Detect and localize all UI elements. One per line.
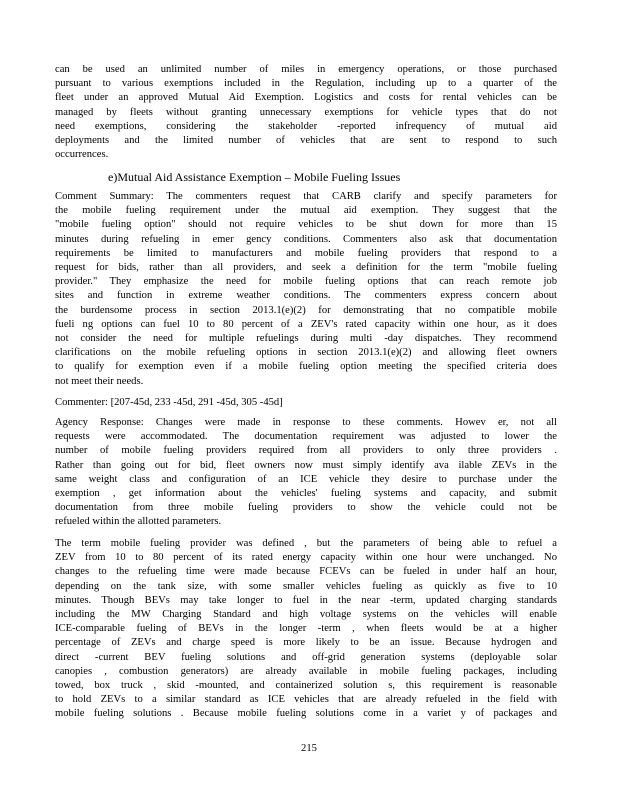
text-line: pursuant to various exemptions included in the Regulation, including up to a quarter of the [55,78,557,90]
text-line: sites and function in extreme weather conditions. The commenters express concern about [55,290,557,302]
text-line: fueli ng options can fuel 10 to 80 percent of a ZEV's rated capacity within one hour, as it does [55,318,557,330]
text-line: exemption , get information about the vehicles' fueling systems and capacity, and submit [55,488,557,500]
text-line: Agency Response: Changes were made in response to these comments. Howev er, not all [55,417,557,428]
term-paragraph [55,537,557,722]
text-line: provider." They emphasize the need for mobile fueling options that can reach remote job [55,276,557,288]
intro-paragraph [55,63,557,162]
text-line: requirements be limited to manufacturers and mobile fueling providers that respond to a [55,247,557,259]
comment-summary-paragraph [55,190,557,389]
text-line: refueled within the allotted parameters. [55,516,222,528]
text-line: towed, box truck , skid -mounted, and containerized solution s, this requirement is reasonable [55,680,557,692]
text-line: "mobile fueling option" should not require vehicles to be shut down for more than 15 [55,219,557,231]
text-line: minutes during refueling in emer gency conditions. Commenters also ask that documentation [55,233,557,245]
text-line: The term mobile fueling provider was defined , but the parameters of being able to refuel a [55,538,557,549]
text-line: the burdensome process in section 2013.1(e)(2) for demonstrating that no compatible mobile [55,304,557,316]
text-line: to qualify for exemption even if a mobile fueling option meeting the specified criteria does [55,361,557,373]
text-line: percentage of ZEVs and charge speed is more likely to be an issue. Because hydrogen and [55,637,557,649]
agency-response-paragraph [55,416,557,530]
text-line: Rather than going out for bid, fleet owners now must simply identify ava ilable ZEVs in the [55,459,557,471]
text-line: to hold ZEVs to a similar standard as ICE vehicles that are already refueled in the field with [55,694,557,706]
text-line: need exemptions, considering the stakeholder -reported infrequency of mutual aid [55,120,557,132]
text-line: documentation from three mobile fueling providers to show the vehicle could not be [55,502,557,514]
text-line: managed by fleets without granting unnecessary exemptions for vehicle types that do not [55,106,557,118]
text-line: number of mobile fueling providers required from all providers to only three providers . [55,445,557,457]
text-line: ZEV from 10 to 80 percent of its rated energy capacity within one hour were unchanged. No [55,552,557,564]
text-line: clarifications on the mobile refueling options in section 2013.1(e)(2) and allowing fleet owners [55,347,557,359]
text-line: fleet under an approved Mutual Aid Exemption. Logistics and costs for rental vehicles can be [55,92,557,104]
text-line: same weight class and configuration of an ICE vehicle they desire to purchase under the [55,473,557,485]
text-line: request for bids, rather than all providers, and seek a definition for the term "mobile fueling [55,262,557,274]
text-line: not meet their needs. [55,375,144,387]
text-line: requests were accommodated. The documentation requirement was adjusted to lower the [55,431,557,443]
text-line: Comment Summary: The commenters request that CARB clarify and specify parameters for [55,191,557,202]
text-line: canopies , combustion generators) are already available in mobile fueling packages, including [55,665,557,677]
text-line: ICE-comparable fueling of BEVs in the longer -term , when fleets would be at a higher [55,623,557,635]
text-line: deployments and the limited number of vehicles that are sent to respond to such [55,135,557,147]
text-line: including the MW Charging Standard and high voltage systems on the vehicles will enable [55,609,557,621]
page-number: 215 [301,743,317,754]
text-line: depending on the tank size, with some smaller vehicles fueling as quickly as five to 10 [55,580,557,592]
text-line: changes to the refueling time were made because FCEVs can be fueled in under half an hour, [55,566,557,578]
text-line: not consider the need for multiple refuelings during multi -day dispatches. They recommend [55,333,557,345]
section-heading: e)Mutual Aid Assistance Exemption – Mobile Fueling Issues [108,170,401,184]
commenter-line [55,396,557,410]
text-line: direct -current BEV fueling solutions and off-grid generation systems (deployable solar [55,651,557,663]
text-line: Commenter: [207-45d, 233 -45d, 291 -45d, 305 -45d] [55,397,283,408]
text-line: occurrences. [55,149,109,161]
text-line: minutes. Though BEVs may take longer to fuel in the near -term, updated charging standards [55,594,557,606]
text-line: can be used an unlimited number of miles in emergency operations, or those purchased [55,64,557,75]
text-line: the mobile fueling requirement under the mutual aid exemption. They suggest that the [55,205,557,217]
text-line: mobile fueling solutions . Because mobile fueling solutions come in a variet y of packages and [55,708,557,720]
